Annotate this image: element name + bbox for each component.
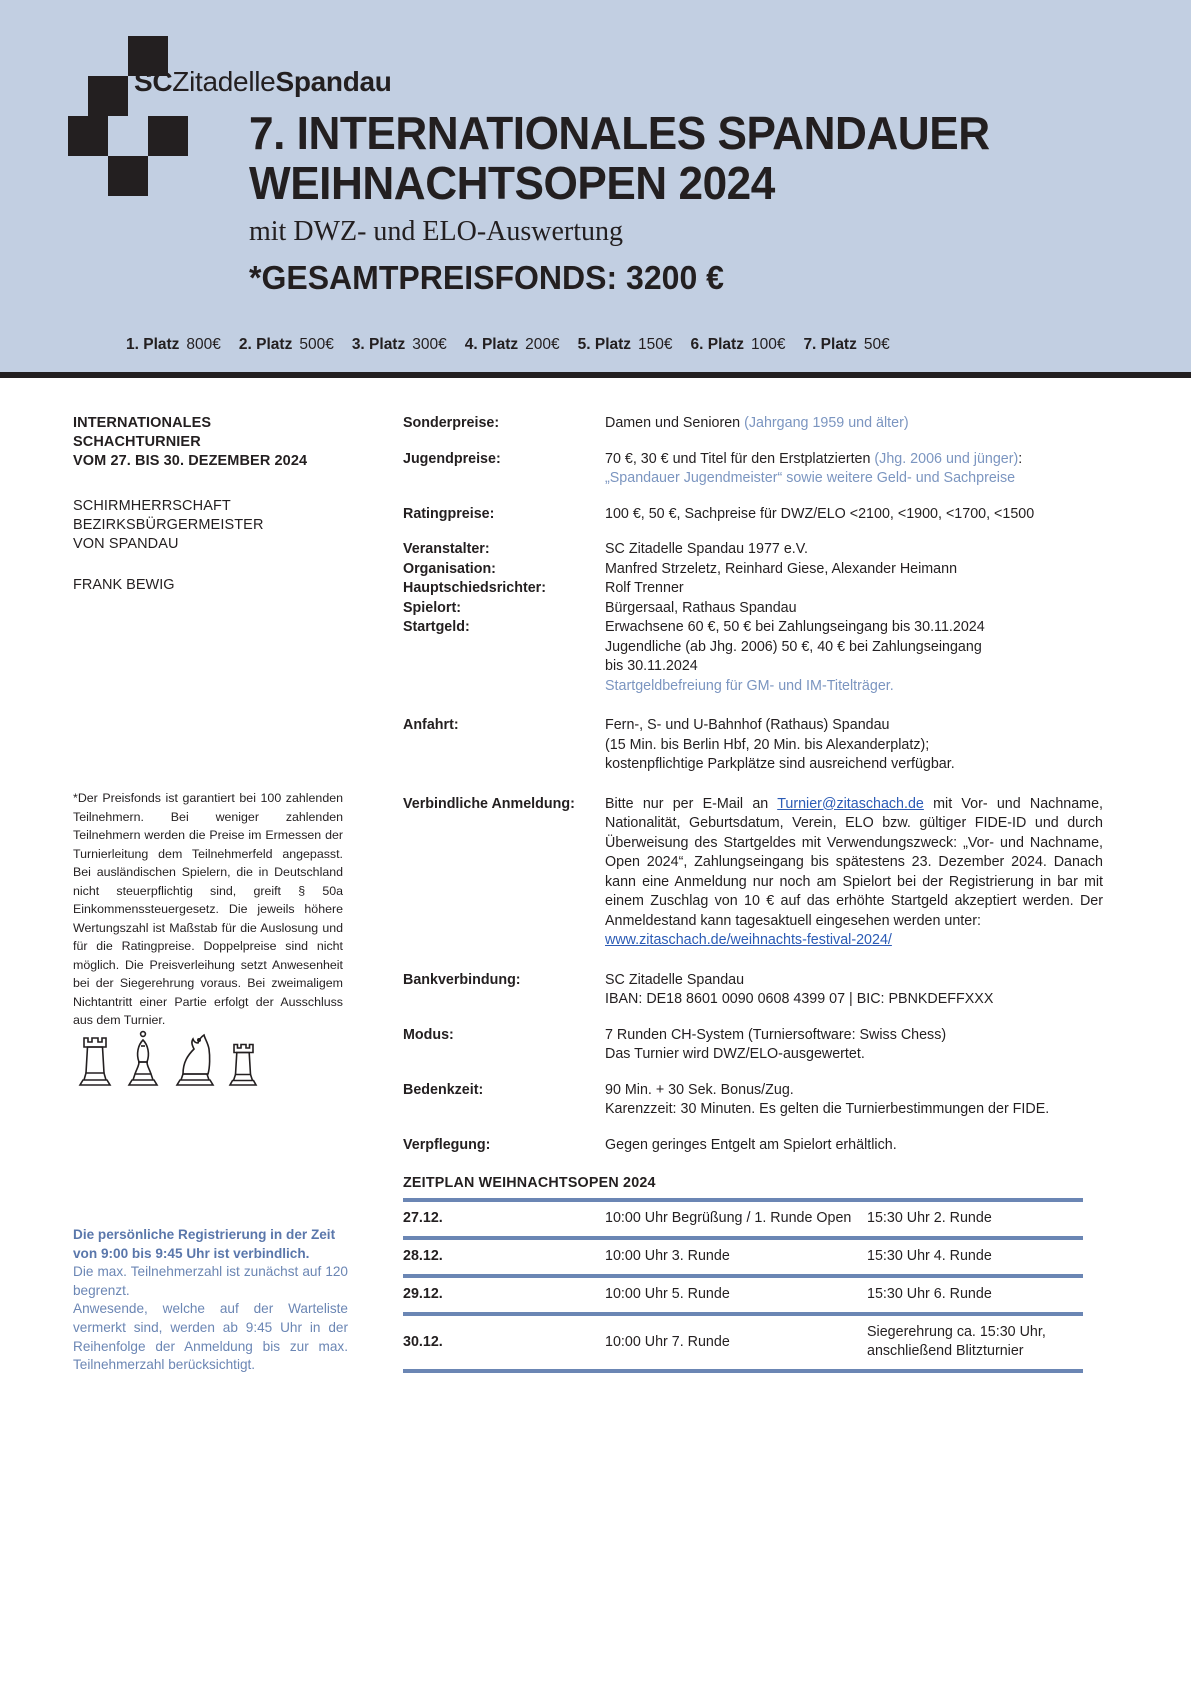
schedule-date-4: 30.12. [403,1314,605,1371]
label-verpflegung: Verpflegung: [403,1136,491,1153]
club-wordmark [134,66,392,98]
schedule-afternoon-3: 15:30 Uhr 6. Runde [867,1276,1083,1314]
detail-row-anfahrt [403,716,1103,775]
prize-amount-7: 50€ [863,336,890,353]
schedule-date-2: 28.12. [403,1238,605,1276]
bank-iban-bic: IBAN: DE18 8601 0090 0608 4399 07 | BIC: PBNKDEFFXXX [605,991,994,1007]
detail-row-jugendpreise [403,450,1103,489]
detail-row-ratingpreise [403,505,1103,525]
prize-place-5: 5. Platz [577,336,632,353]
prize-amount-5: 150€ [638,336,673,353]
anfahrt-line-2: (15 Min. bis Berlin Hbf, 20 Min. bis Alexanderplatz); [605,736,930,753]
patronage-line-1: SCHIRMHERRSCHAFT [73,498,231,514]
value-verpflegung: Gegen geringes Entgelt am Spielort erhältlich. [605,1136,897,1153]
jugendpreise-accent-1: (Jhg. 2006 und jünger) [874,450,1019,467]
startgeld-exemption-note: Startgeldbefreiung für GM- und IM-Titelträger. [605,677,894,694]
prize-amount-3: 300€ [412,336,447,353]
wordmark-sc: SC [134,66,173,97]
knight-icon [177,1035,213,1085]
detail-row-anmeldung [403,795,1103,951]
value-sonderpreise [605,414,1103,434]
anmeldung-body-text: mit Vor- und Nachname, Nationalität, Geburtsdatum, Verein, ELO bzw. gültiger FIDE-ID und durch Überweisung des Startgeldes mit Verwendungszweck: „Vor- und Nachname, Open 2024“, Zahlungseingang bis spätestens 23. Dezember 2024. Danach kann eine Anmeldung nur noch am Spielort bei der Registrierung in bar mit einem Zuschlag von 10 € auf das erhöhte Startgeld akzeptiert werden. Der Anmeldestand kann tagesaktuell eingesehen werden unter: [605,795,1104,929]
label-anfahrt: Anfahrt: [403,717,459,733]
value-veranstalter: SC Zitadelle Spandau 1977 e.V. [605,541,808,557]
prize-place-1: 1. Platz [126,336,180,353]
bedenkzeit-line-2: Karenzzeit: 30 Minuten. Es gelten die Turnierbestimmungen der FIDE. [605,1101,1050,1117]
value-modus [605,1026,1103,1065]
lead-line-3: VOM 27. BIS 30. DEZEMBER 2024 [73,453,308,469]
detail-row-verpflegung [403,1136,1103,1156]
anmeldung-url-line [605,931,1103,951]
label-modus: Modus: [403,1026,454,1043]
label-hauptschiedsrichter: Hauptschiedsrichter: [403,580,547,596]
table-row [403,1238,1083,1276]
schedule-morning-4: 10:00 Uhr 7. Runde [605,1314,867,1371]
modus-line-2: Das Turnier wird DWZ/ELO-ausgewertet. [605,1046,865,1062]
prize-fund-heading: *GESAMTPREISFONDS: 3200 € [249,259,724,296]
registration-note-bold: Die persönliche Registrierung in der Zeit von 9:00 bis 9:45 Uhr ist verbindlich. [73,1227,336,1261]
registration-note-line-1: Die max. Teilnehmerzahl ist zunächst auf 120 begrenzt. [73,1264,348,1298]
event-title-line-2: WEIHNACHTSOPEN 2024 [249,157,775,209]
schedule-afternoon-4: Siegerehrung ca. 15:30 Uhr, anschließend Blitzturnier [867,1314,1083,1371]
lead-line-1: INTERNATIONALES [73,415,212,431]
right-column [403,414,1103,1373]
value-verbindliche-anmeldung [605,795,1103,951]
prize-place-3: 3. Platz [351,336,406,353]
detail-row-modus [403,1026,1103,1065]
label-bedenkzeit: Bedenkzeit: [403,1081,484,1098]
event-subtitle: mit DWZ- und ELO-Auswertung [249,216,624,247]
chess-pieces-illustration [75,1019,285,1089]
left-column [73,414,373,1373]
table-row [403,1314,1083,1371]
email-link-turnier[interactable]: Turnier@zitaschach.de [777,795,924,812]
patronage-line-2: BEZIRKSBÜRGERMEISTER [73,517,264,533]
prize-place-6: 6. Platz [690,336,744,353]
jugendpreise-accent-2: „Spandauer Jugendmeister“ sowie weitere Geld- und Sachpreise [605,470,1016,486]
prize-amount-1: 800€ [186,336,221,353]
table-row [403,1200,1083,1238]
schedule-morning-1: 10:00 Uhr Begrüßung / 1. Runde Open [605,1200,867,1238]
anfahrt-line-1: Fern-, S- und U-Bahnhof (Rathaus) Spandau [605,717,890,733]
anmeldung-prefix: Bitte nur per E-Mail an [605,795,778,812]
prize-place-2: 2. Platz [238,336,293,353]
value-spielort: Bürgersaal, Rathaus Spandau [605,599,797,616]
value-hauptschiedsrichter: Rolf Trenner [605,580,684,596]
detail-row-startgeld [403,618,1103,696]
startgeld-line-3: bis 30.11.2024 [605,658,698,674]
jugendpreise-line-1 [605,450,1103,470]
sonderpreise-text: Damen und Senioren [605,415,745,431]
value-bankverbindung [605,971,1103,1010]
prize-place-4: 4. Platz [464,336,519,353]
value-anfahrt [605,716,1103,775]
schedule-date-1: 27.12. [403,1200,605,1238]
registration-note-line-2: Anwesende, welche auf der Warteliste vermerkt sind, werden ab 9:45 Uhr in der Reihenfolge der Anmeldung bis zur max. Teilnehmerzahl berücksichtigt. [73,1301,348,1373]
rook-icon [80,1038,110,1085]
event-title-line-1: 7. INTERNATIONALES SPANDAUER [249,107,990,159]
detail-row-veranstalter [403,540,1103,560]
prize-amount-4: 200€ [525,336,560,353]
website-link-weihnachtsfestival[interactable]: www.zitaschach.de/weihnachts-festival-2024/ [605,932,892,948]
detail-row-spielort [403,599,1103,619]
sonderpreise-accent: (Jahrgang 1959 und älter) [744,415,909,431]
anmeldung-paragraph [605,795,1103,932]
startgeld-line-1: Erwachsene 60 €, 50 € bei Zahlungseingang bis 30.11.2024 [605,619,985,635]
lead-line-2: SCHACHTURNIER [73,434,201,450]
label-startgeld: Startgeld: [403,619,470,635]
detail-row-sonderpreise [403,414,1103,434]
detail-row-bedenkzeit [403,1081,1103,1120]
registration-note [73,1226,348,1375]
schedule-table [403,1198,1083,1373]
tournament-lead [73,414,373,471]
label-sonderpreise: Sonderpreise: [403,415,500,431]
schedule-afternoon-1: 15:30 Uhr 2. Runde [867,1200,1083,1238]
value-ratingpreise: 100 €, 50 €, Sachpreise für DWZ/ELO <2100, <1900, <1700, <1500 [605,505,1035,522]
detail-row-bankverbindung [403,971,1103,1010]
page-header [0,0,1191,372]
schedule-morning-3: 10:00 Uhr 5. Runde [605,1276,867,1314]
detail-row-hauptschiedsrichter [403,579,1103,599]
value-startgeld [605,618,1103,696]
modus-line-1: 7 Runden CH-System (Turniersoftware: Swiss Chess) [605,1026,947,1043]
startgeld-line-2: Jugendliche (ab Jhg. 2006) 50 €, 40 € bei Zahlungseingang [605,638,982,655]
rook-small-icon [230,1045,256,1086]
label-bankverbindung: Bankverbindung: [403,971,521,988]
schedule-title: ZEITPLAN WEIHNACHTSOPEN 2024 [403,1175,656,1191]
bishop-icon [129,1032,157,1085]
detail-row-organisation [403,560,1103,580]
patronage-line-3: VON SPANDAU [73,536,179,552]
wordmark-zitadelle: Zitadelle [172,66,276,97]
schedule-date-3: 29.12. [403,1276,605,1314]
value-bedenkzeit [605,1081,1103,1120]
label-veranstalter: Veranstalter: [403,541,490,557]
bedenkzeit-line-1: 90 Min. + 30 Sek. Bonus/Zug. [605,1081,794,1098]
label-ratingpreise: Ratingpreise: [403,505,495,522]
header-divider-rule [0,372,1191,378]
schedule-morning-2: 10:00 Uhr 3. Runde [605,1238,867,1276]
anfahrt-line-3: kostenpflichtige Parkplätze sind ausreichend verfügbar. [605,756,955,772]
patronage-block [73,497,373,554]
label-jugendpreise: Jugendpreise: [403,450,501,467]
jugendpreise-text: 70 €, 30 € und Titel für den Erstplatzierten [605,450,875,467]
label-spielort: Spielort: [403,599,461,616]
prize-amount-6: 100€ [750,336,786,353]
value-organisation: Manfred Strzeletz, Reinhard Giese, Alexander Heimann [605,560,958,577]
value-jugendpreise [605,450,1103,489]
patron-name: FRANK BEWIG [73,577,175,593]
prize-list [126,336,1066,354]
prize-fund-footnote: *Der Preisfonds ist garantiert bei 100 zahlenden Teilnehmern. Bei weniger zahlenden Teilnehmern werden die Preise im Ermessen der Turnierleitung dem Teilnehmerfeld angepasst. Bei ausländischen Spielern, die in Deutschland nicht steuerpflichtig sind, greift § 50a Einkommenssteuergesetz. Die jeweils höhere Wertungszahl ist Maßstab für die Auslosung und für die Ratingpreise. Doppelpreise sind nicht möglich. Die Preisverleihung setzt Anwesenheit bei der Siegerehrung voraus. Bei zweimaligem Nichtantritt einer Partie erfolgt der Ausschluss aus dem Turnier. [73,791,343,1027]
title-block [249,108,1169,298]
prize-place-7: 7. Platz [803,336,857,353]
schedule-afternoon-2: 15:30 Uhr 4. Runde [867,1238,1083,1276]
bank-account-holder: SC Zitadelle Spandau [605,971,745,988]
label-organisation: Organisation: [403,560,496,577]
table-row [403,1276,1083,1314]
wordmark-spandau: Spandau [275,66,392,97]
jugendpreise-colon: : [1018,450,1023,467]
label-verbindliche-anmeldung: Verbindliche Anmeldung: [403,795,575,812]
prize-amount-2: 500€ [299,336,334,353]
